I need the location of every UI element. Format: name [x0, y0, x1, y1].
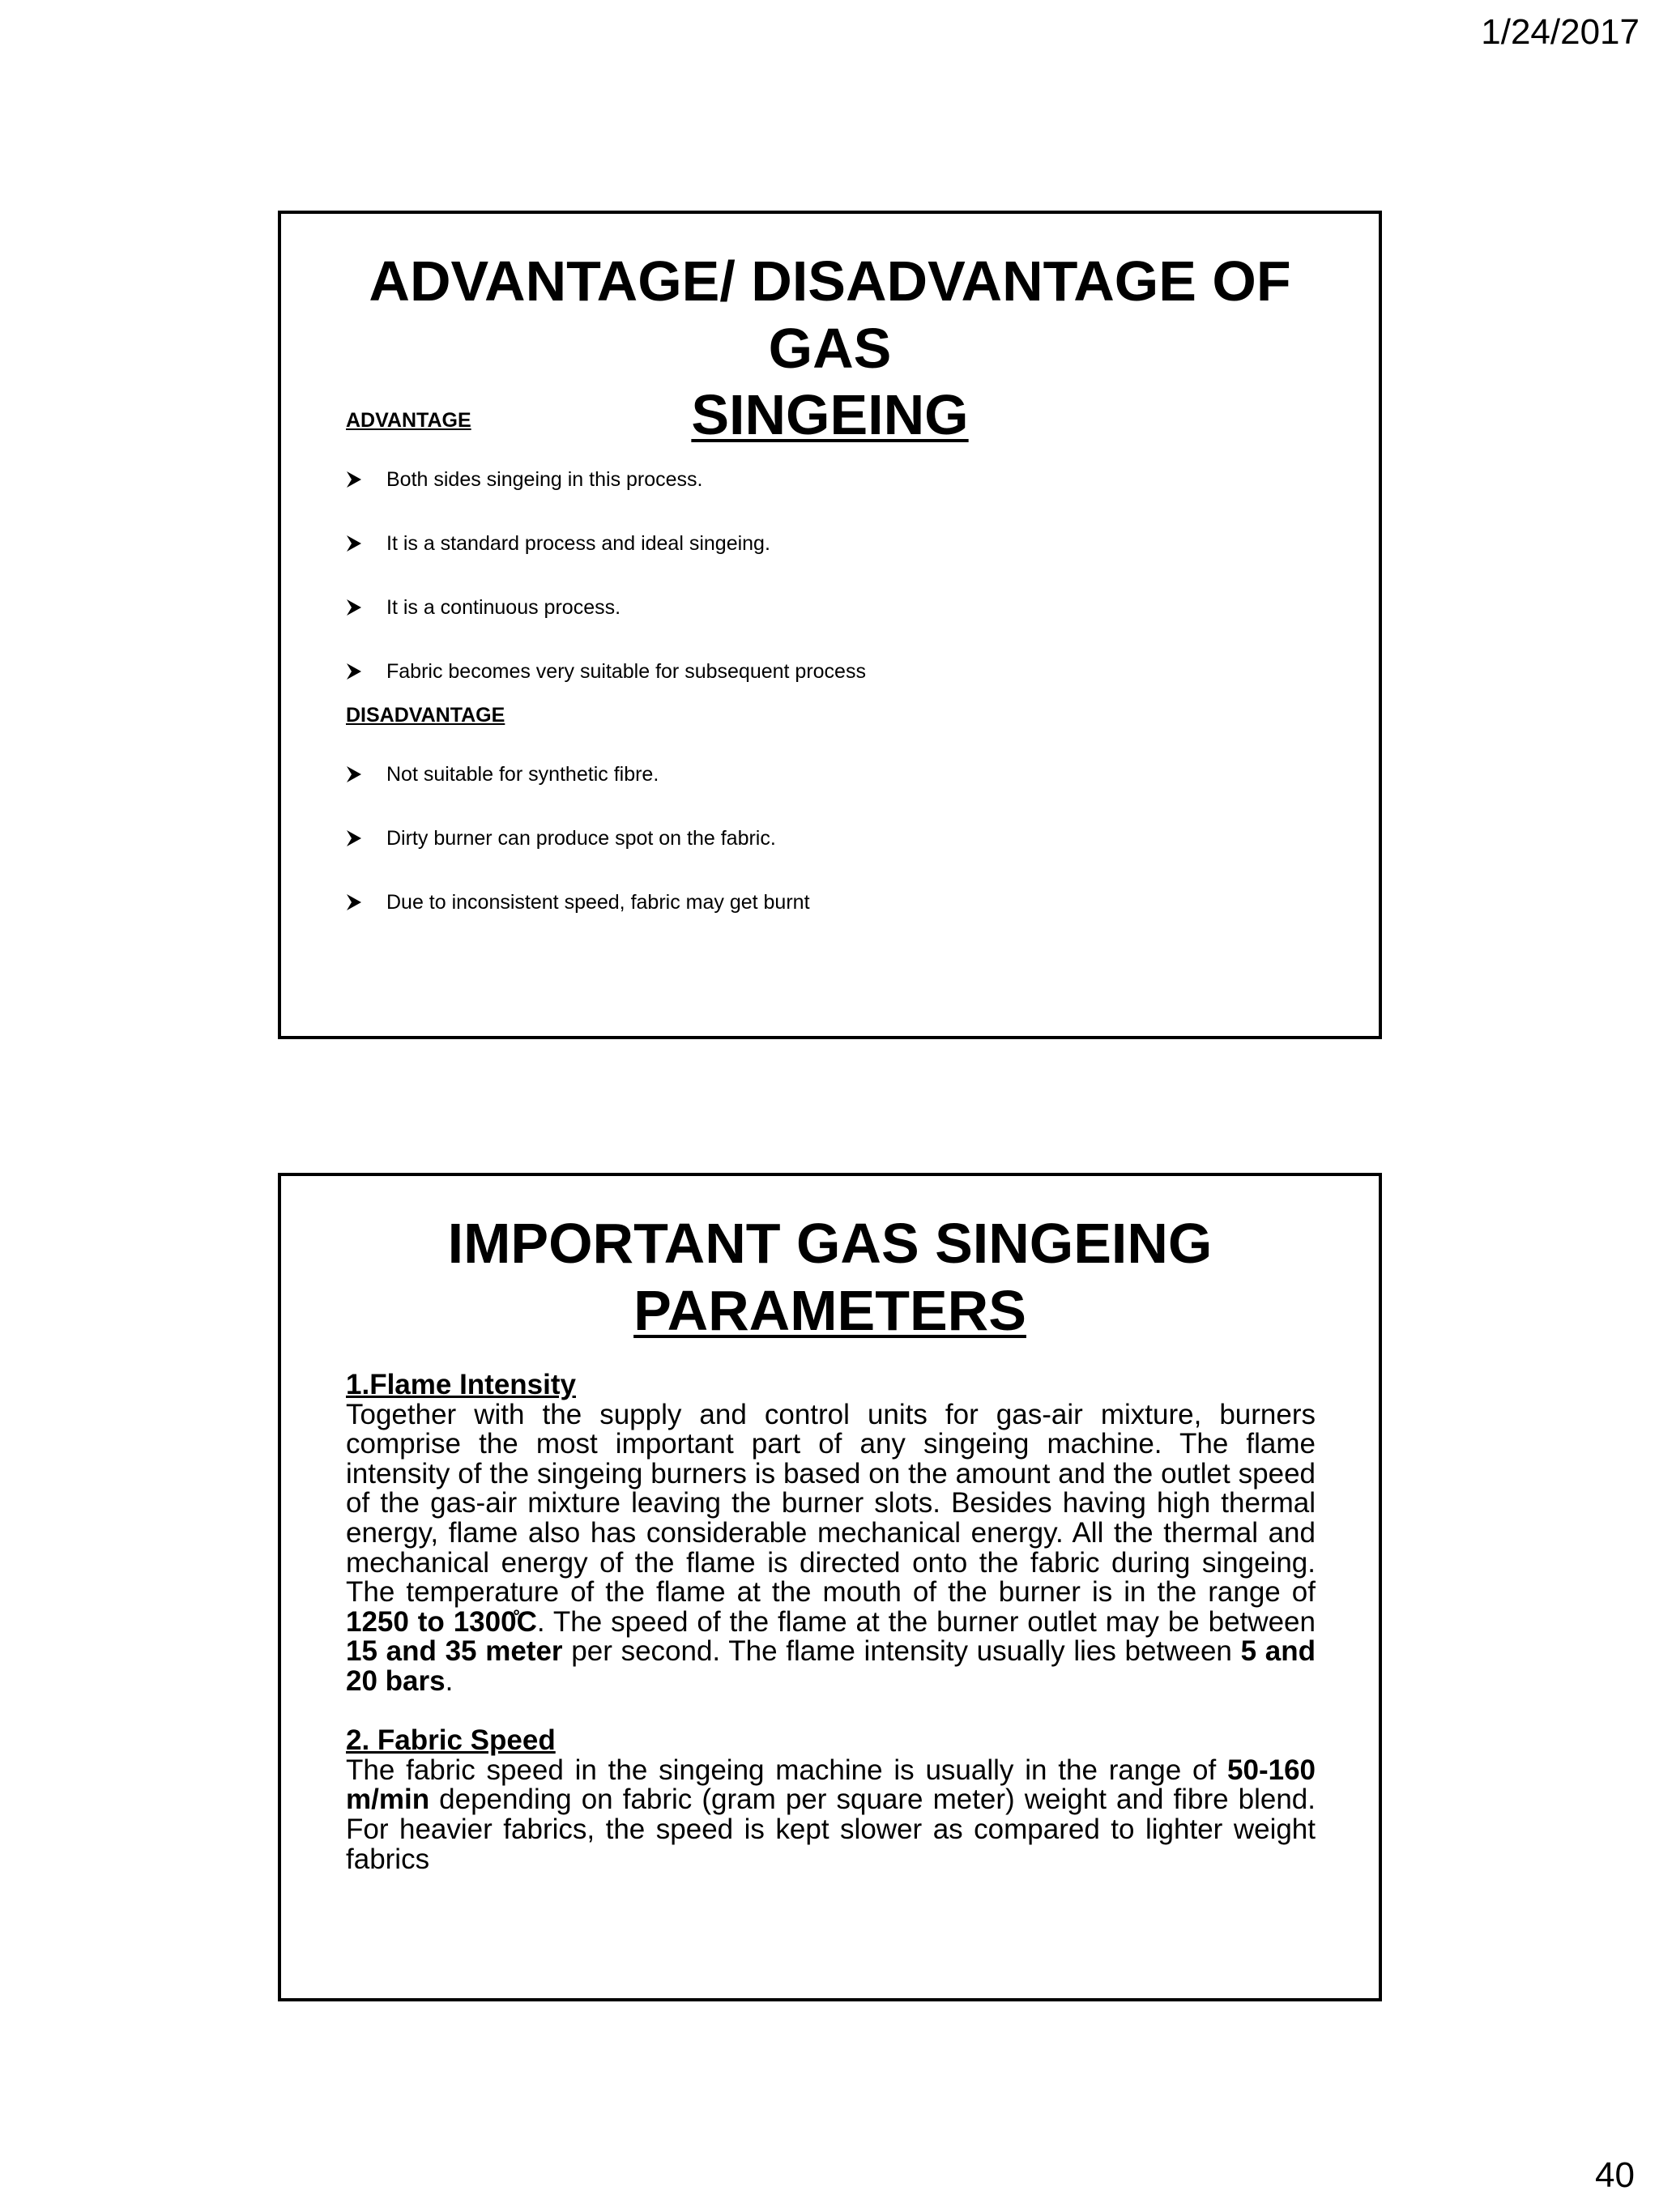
slide-title-line1: IMPORTANT GAS SINGEING: [447, 1212, 1213, 1275]
slide-title-line2: SINGEING: [691, 383, 969, 447]
arrowhead-bullet-icon: [346, 599, 386, 616]
list-item: [346, 511, 1314, 575]
list-item-text: Fabric becomes very suitable for subsequent process: [386, 659, 866, 683]
paragraph-bold-text: 50-160 m/min: [346, 1754, 1316, 1816]
paragraph-bold-text: 5 and 20 bars: [346, 1635, 1316, 1697]
advantage-list: [346, 447, 1314, 703]
paragraph-text: .: [445, 1664, 454, 1697]
page-date: 1/24/2017: [1481, 12, 1640, 52]
slide-gas-singeing-parameters: [278, 1173, 1382, 2001]
fabric-speed-paragraph: [346, 1756, 1316, 1874]
arrowhead-bullet-icon: [346, 829, 386, 847]
paragraph-text: per second. The flame intensity usually lies between: [562, 1635, 1241, 1668]
paragraph-text: depending on fabric (gram per square meter) weight and fibre blend. For heavier fabrics, the speed is kept slower as compared to lighter weight fabrics: [346, 1784, 1316, 1875]
fabric-speed-heading: 2. Fabric Speed: [346, 1724, 556, 1757]
advantage-heading: ADVANTAGE: [346, 409, 471, 432]
flame-intensity-heading: 1.Flame Intensity: [346, 1369, 576, 1400]
list-item-text: Due to inconsistent speed, fabric may get burnt: [386, 890, 810, 914]
paragraph-text: . The speed of the flame at the burner outlet may be between: [536, 1605, 1316, 1638]
list-item: [346, 806, 1314, 870]
disadvantage-heading: DISADVANTAGE: [346, 704, 505, 727]
slide-body: [346, 408, 1314, 934]
arrowhead-bullet-icon: [346, 765, 386, 783]
list-item-text: It is a continuous process.: [386, 595, 621, 619]
slide-title-line2: PARAMETERS: [633, 1278, 1026, 1342]
paragraph-bold-text: 1250 to 1300̊C: [346, 1605, 537, 1638]
list-item: [346, 639, 1314, 703]
list-item-text: It is a standard process and ideal singeing.: [386, 531, 770, 555]
paragraph-bold-text: 15 and 35 meter: [346, 1635, 563, 1668]
arrowhead-bullet-icon: [346, 663, 386, 680]
disadvantage-list: [346, 742, 1314, 934]
slide-title: [313, 1210, 1346, 1344]
arrowhead-bullet-icon: [346, 893, 386, 911]
list-item-text: Both sides singeing in this process.: [386, 467, 703, 491]
list-item: [346, 447, 1314, 511]
slide-body: [346, 1370, 1316, 1874]
paragraph-text: The fabric speed in the singeing machine is usually in the range of: [346, 1754, 1228, 1786]
slide-title-line1: ADVANTAGE/ DISADVANTAGE OF GAS: [369, 249, 1291, 380]
page-number: 40: [1595, 2155, 1635, 2196]
arrowhead-bullet-icon: [346, 471, 386, 488]
list-item-text: Dirty burner can produce spot on the fabric.: [386, 826, 776, 850]
flame-intensity-paragraph: [346, 1400, 1316, 1697]
arrowhead-bullet-icon: [346, 535, 386, 552]
list-item-text: Not suitable for synthetic fibre.: [386, 762, 659, 786]
list-item: [346, 870, 1314, 934]
list-item: [346, 575, 1314, 639]
paragraph-text: Together with the supply and control units for gas-air mixture, burners comprise the most important part of any singeing machine. The flame intensity of the singeing burners is based on the amount and the outlet speed of the gas-air mixture leaving the burner slots. Besides having high thermal energy, flame also has considerable mechanical energy. All the thermal and mechanical energy of the flame is directed onto the fabric during singeing. The temperature of the flame at the mouth of the burner is in the range of: [346, 1398, 1316, 1609]
slide-advantage-disadvantage: [278, 211, 1382, 1039]
list-item: [346, 742, 1314, 806]
